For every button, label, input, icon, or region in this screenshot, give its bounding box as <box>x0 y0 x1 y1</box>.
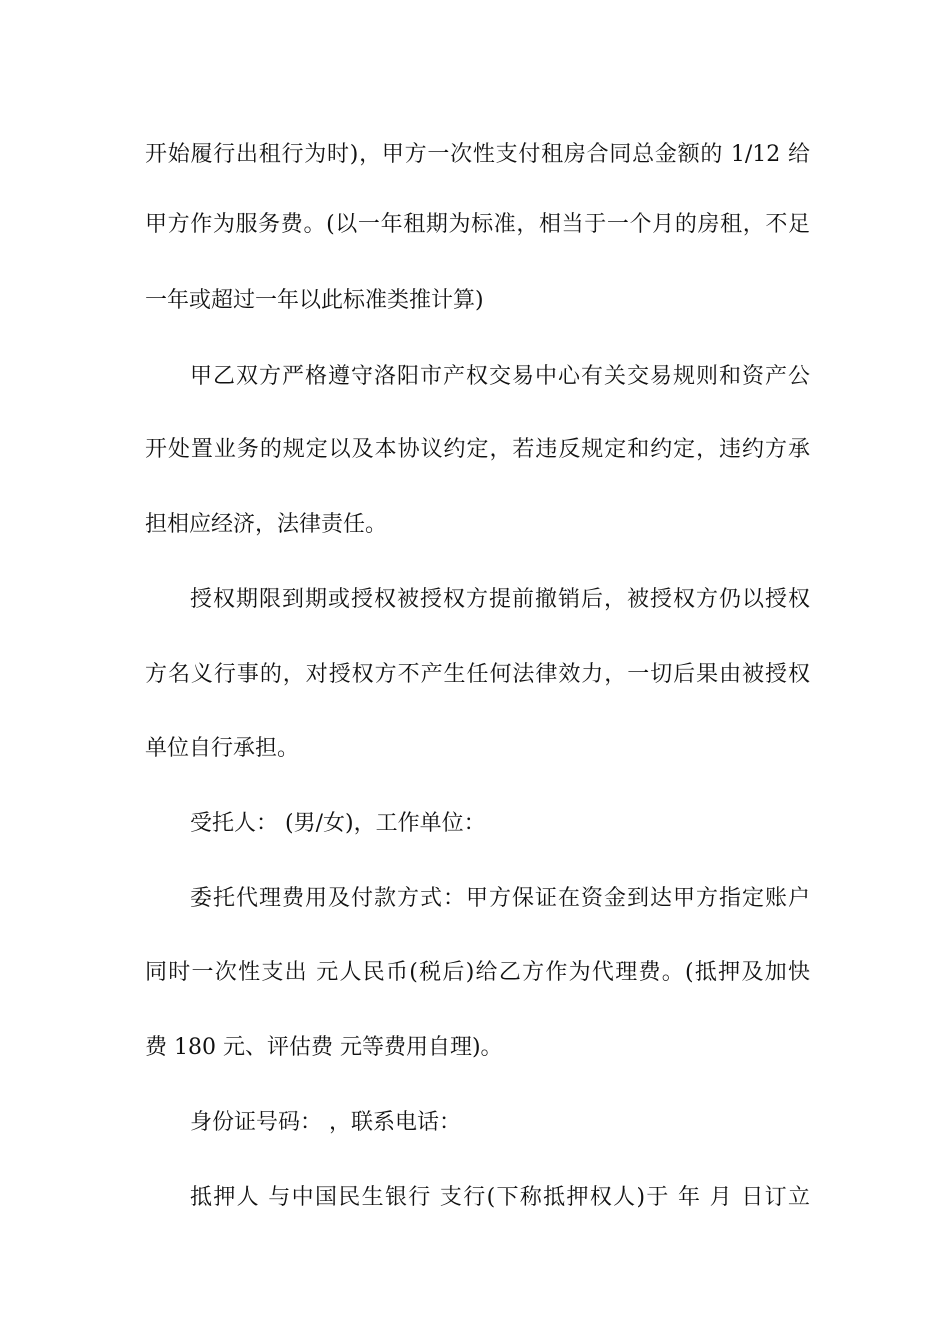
paragraph-line: 授权期限到期或授权被授权方提前撤销后，被授权方仍以授权 <box>190 587 810 612</box>
paragraph-line: 单位自行承担。 <box>145 736 300 761</box>
paragraph-line: 同时一次性支出 元人民币(税后)给乙方作为代理费。(抵押及加快 <box>145 960 810 985</box>
paragraph-line: 费 180 元、评估费 元等费用自理)。 <box>145 1035 503 1060</box>
paragraph-line: 一年或超过一年以此标准类推计算) <box>145 288 484 313</box>
paragraph-line: 委托代理费用及付款方式：甲方保证在资金到达甲方指定账户 <box>190 886 810 911</box>
paragraph-line: 甲乙双方严格遵守洛阳市产权交易中心有关交易规则和资产公 <box>190 364 810 389</box>
paragraph-line: 甲方作为服务费。(以一年租期为标准，相当于一个月的房租，不足 <box>145 212 810 237</box>
paragraph-line: 开始履行出租行为时)，甲方一次性支付租房合同总金额的 1/12 给 <box>145 142 810 167</box>
paragraph-line: 担相应经济，法律责任。 <box>145 512 388 537</box>
paragraph-line: 抵押人 与中国民生银行 支行(下称抵押权人)于 年 月 日订立 <box>190 1185 810 1210</box>
paragraph-line: 方名义行事的，对授权方不产生任何法律效力，一切后果由被授权 <box>145 662 810 687</box>
paragraph-line: 开处置业务的规定以及本协议约定，若违反规定和约定，违约方承 <box>145 437 810 462</box>
paragraph-line: 身份证号码： ，联系电话： <box>190 1110 461 1135</box>
paragraph-line: 受托人： (男/女)，工作单位： <box>190 811 486 836</box>
